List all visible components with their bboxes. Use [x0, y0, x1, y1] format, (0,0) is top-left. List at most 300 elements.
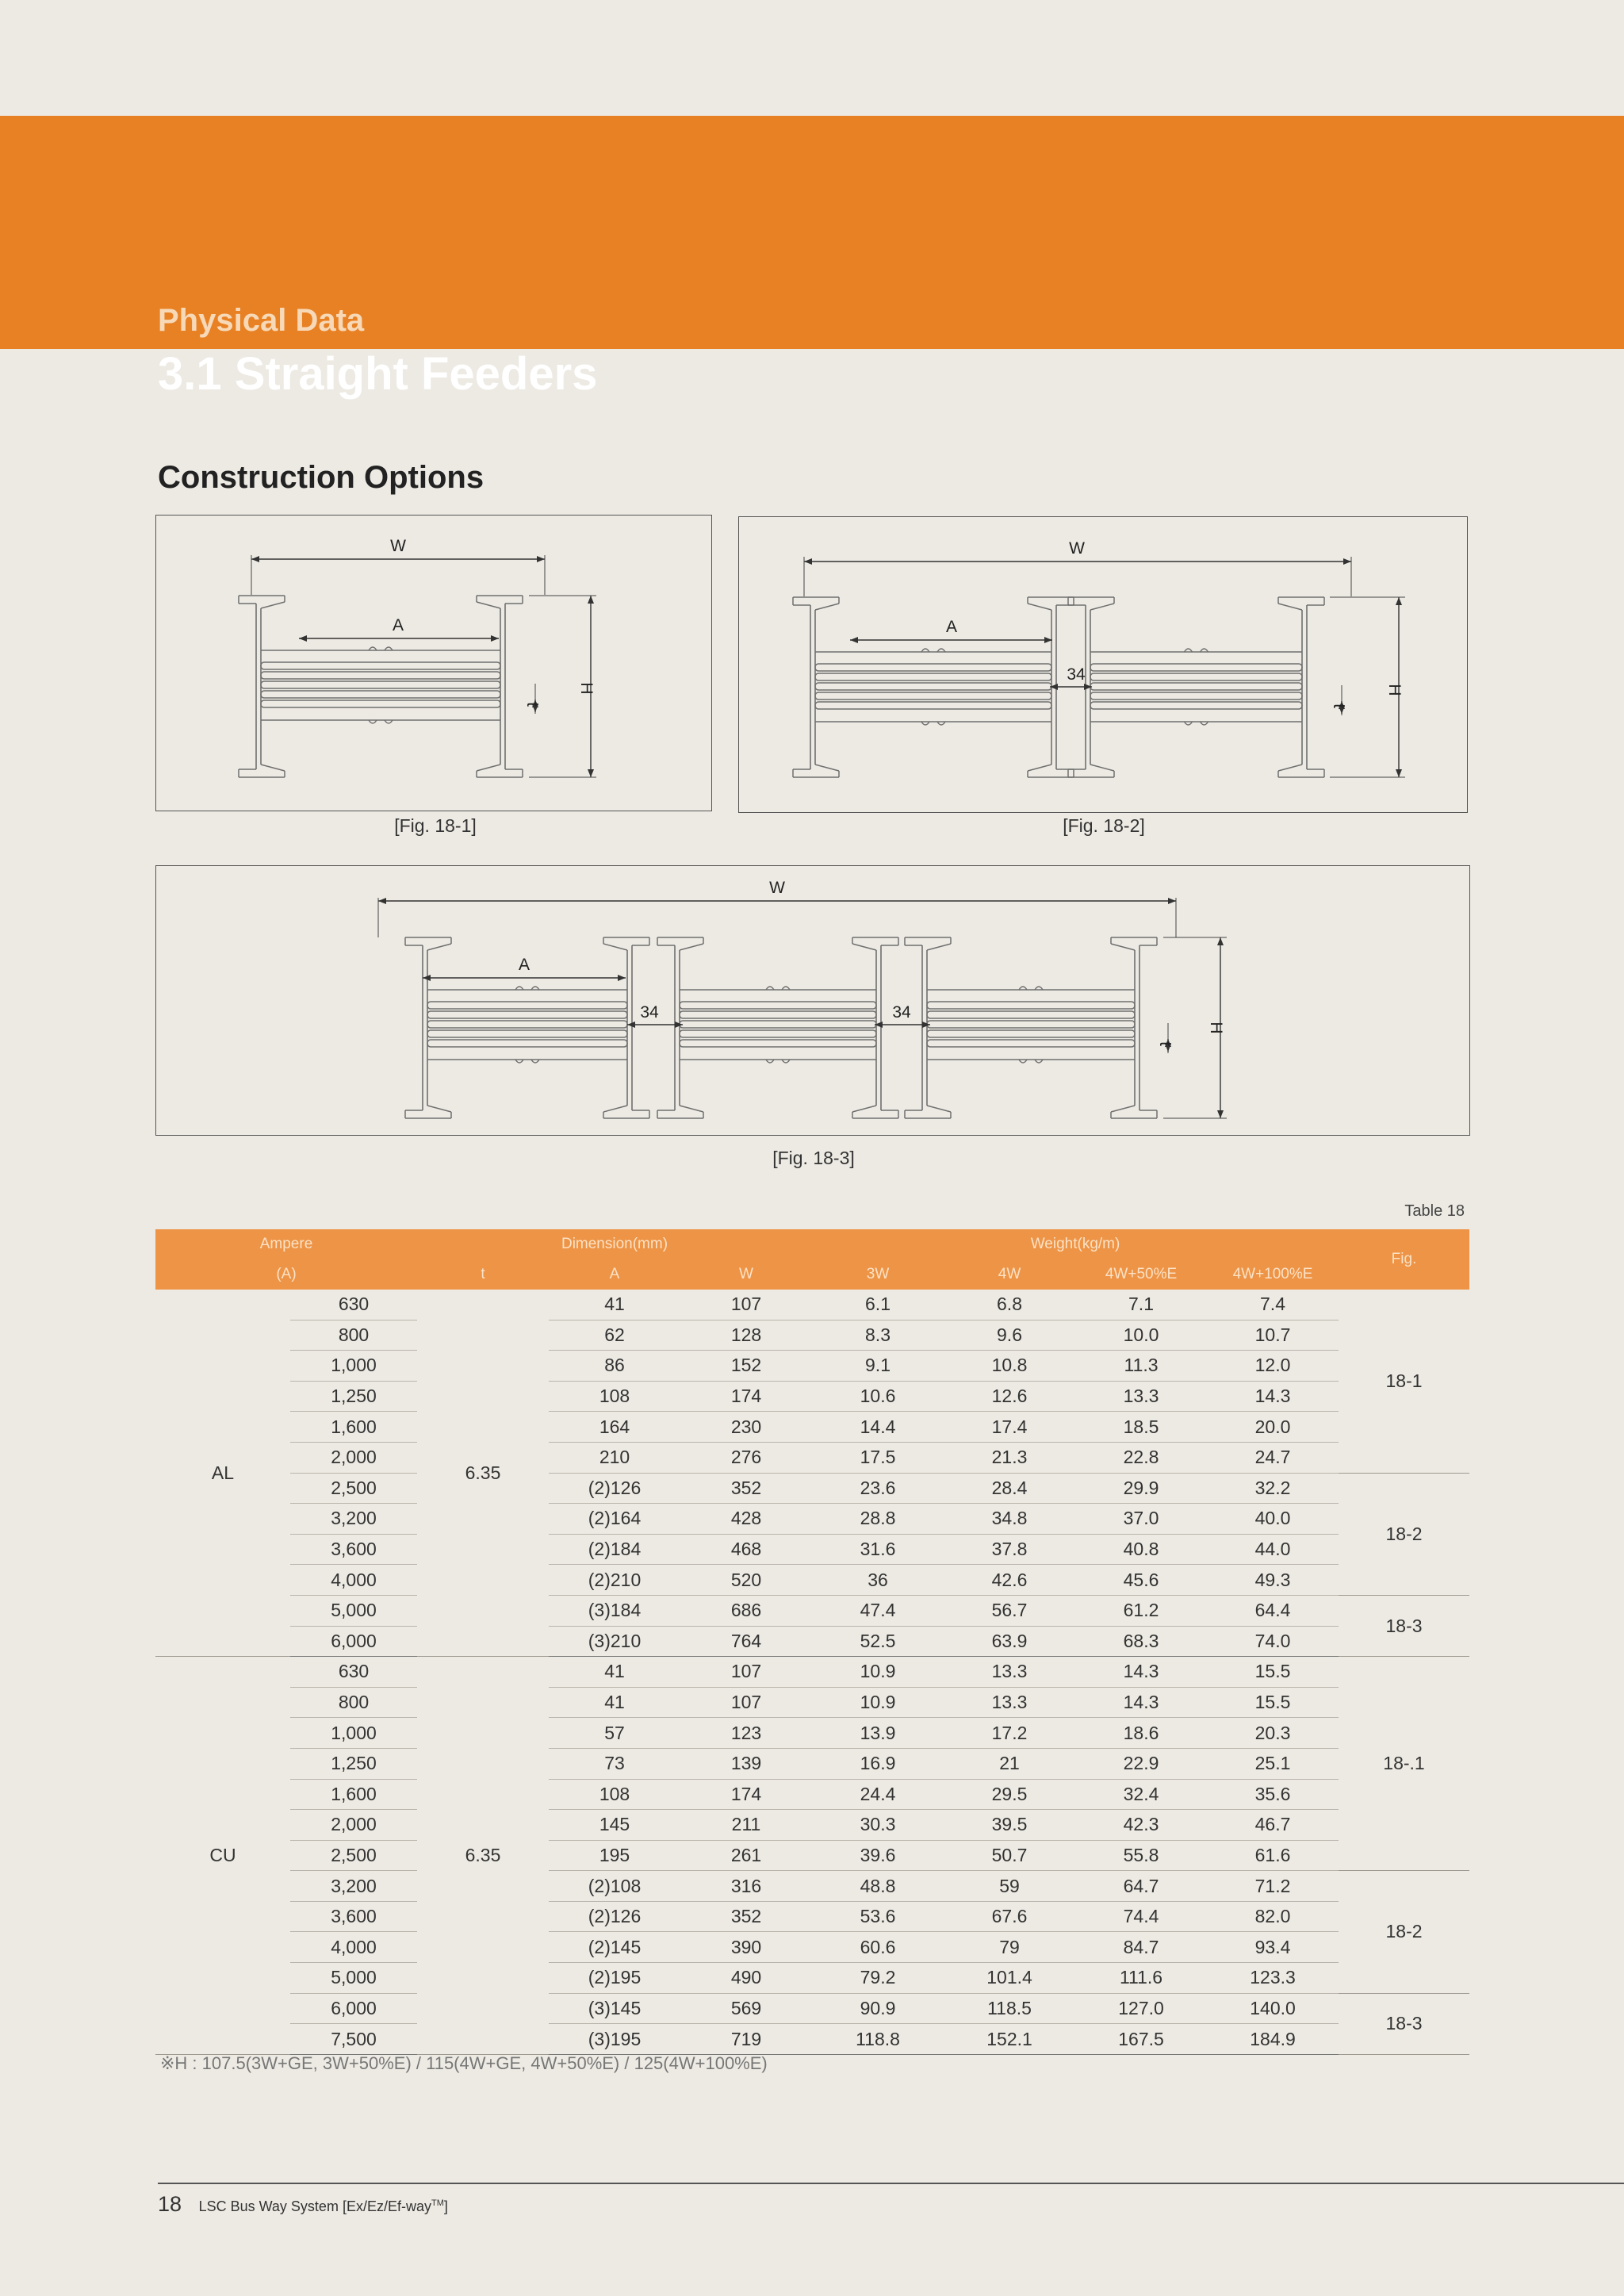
- table-row: [155, 1626, 1469, 1657]
- ampere-cell: 1,250: [290, 1748, 417, 1779]
- dimension-arrow: [804, 558, 812, 565]
- weight-cell: 93.4: [1207, 1932, 1339, 1963]
- dimension-arrow: [251, 556, 259, 562]
- weight-cell: 10.6: [812, 1381, 944, 1412]
- table-row: [155, 1442, 1469, 1473]
- fig-cell: 18-2: [1339, 1871, 1469, 1993]
- table-row: [155, 1290, 1469, 1320]
- weight-cell: 21: [944, 1748, 1075, 1779]
- weight-cell: 40.8: [1075, 1534, 1207, 1565]
- weight-cell: 61.2: [1075, 1595, 1207, 1626]
- a-cell: (2)195: [549, 1963, 680, 1994]
- weight-cell: 71.2: [1207, 1871, 1339, 1902]
- a-cell: (3)195: [549, 2024, 680, 2055]
- drawing-line: [927, 944, 951, 950]
- table-row: [155, 1534, 1469, 1565]
- dimension-w-label: W: [390, 537, 406, 555]
- weight-cell: 14.3: [1207, 1381, 1339, 1412]
- dimension-arrow: [675, 1022, 683, 1028]
- busbar: [427, 1030, 627, 1037]
- weight-cell: 32.2: [1207, 1473, 1339, 1504]
- a-cell: (2)126: [549, 1901, 680, 1932]
- dimension-h-label: H: [1207, 1022, 1225, 1034]
- table-row: [155, 1840, 1469, 1871]
- dimension-arrow: [378, 898, 386, 904]
- weight-cell: 101.4: [944, 1963, 1075, 1994]
- weight-cell: 37.0: [1075, 1504, 1207, 1535]
- section-title: Construction Options: [158, 460, 485, 495]
- material-cell: AL: [155, 1290, 290, 1657]
- weight-cell: 6.8: [944, 1290, 1075, 1320]
- drawing-line: [1111, 944, 1135, 950]
- table-label: Table 18: [1404, 1202, 1465, 1220]
- drawing-line: [603, 944, 627, 950]
- dimension-arrow: [922, 1022, 930, 1028]
- dimension-arrow: [1217, 1110, 1224, 1118]
- w-cell: 261: [680, 1840, 812, 1871]
- busbar: [1090, 664, 1302, 671]
- w-cell: 107: [680, 1290, 812, 1320]
- dimension-arrow: [491, 635, 499, 642]
- busbar: [427, 1002, 627, 1009]
- weight-cell: 82.0: [1207, 1901, 1339, 1932]
- w-cell: 428: [680, 1504, 812, 1535]
- header-a: A: [549, 1259, 680, 1290]
- a-cell: 41: [549, 1657, 680, 1688]
- w-cell: 211: [680, 1810, 812, 1841]
- weight-cell: 10.0: [1075, 1320, 1207, 1351]
- busbar: [261, 700, 500, 707]
- weight-cell: 12.0: [1207, 1351, 1339, 1382]
- table-row: [155, 1657, 1469, 1688]
- ampere-cell: 630: [290, 1657, 417, 1688]
- weight-cell: 10.9: [812, 1657, 944, 1688]
- drawing-line: [927, 1106, 951, 1112]
- ampere-cell: 3,600: [290, 1534, 417, 1565]
- table-row: [155, 1779, 1469, 1810]
- a-cell: (2)184: [549, 1534, 680, 1565]
- weight-cell: 13.9: [812, 1718, 944, 1749]
- dimension-arrow: [588, 769, 594, 777]
- a-cell: (3)184: [549, 1595, 680, 1626]
- weight-cell: 39.6: [812, 1840, 944, 1871]
- dimension-h-label: H: [1385, 684, 1404, 696]
- a-cell: 73: [549, 1748, 680, 1779]
- dimension-arrow: [1343, 558, 1351, 565]
- weight-cell: 45.6: [1075, 1565, 1207, 1596]
- w-cell: 107: [680, 1687, 812, 1718]
- table-footnote: ※H : 107.5(3W+GE, 3W+50%E) / 115(4W+GE, 4W+50%E) / 125(4W+100%E): [160, 2053, 768, 2073]
- busbar: [680, 1021, 876, 1028]
- weight-cell: 50.7: [944, 1840, 1075, 1871]
- weight-cell: 37.8: [944, 1534, 1075, 1565]
- table-row: [155, 1810, 1469, 1841]
- busbar: [261, 662, 500, 669]
- weight-cell: 7.4: [1207, 1290, 1339, 1320]
- table-row: [155, 1595, 1469, 1626]
- weight-cell: 12.6: [944, 1381, 1075, 1412]
- weight-cell: 59: [944, 1871, 1075, 1902]
- drawing-line: [680, 944, 703, 950]
- w-cell: 152: [680, 1351, 812, 1382]
- ampere-cell: 6,000: [290, 1626, 417, 1657]
- busbar: [261, 681, 500, 688]
- weight-cell: 10.9: [812, 1687, 944, 1718]
- weight-cell: 20.0: [1207, 1412, 1339, 1443]
- w-cell: 316: [680, 1871, 812, 1902]
- weight-cell: 39.5: [944, 1810, 1075, 1841]
- weight-cell: 64.7: [1075, 1871, 1207, 1902]
- weight-cell: 123.3: [1207, 1963, 1339, 1994]
- busbar: [427, 1021, 627, 1028]
- header-ampere: Ampere: [155, 1229, 417, 1259]
- figure-18-3: [155, 865, 1470, 1136]
- weight-cell: 184.9: [1207, 2024, 1339, 2055]
- busbar: [680, 1040, 876, 1047]
- weight-cell: 167.5: [1075, 2024, 1207, 2055]
- weight-cell: 118.5: [944, 1993, 1075, 2024]
- busbar: [680, 1002, 876, 1009]
- dimension-arrow: [850, 637, 858, 643]
- weight-cell: 79.2: [812, 1963, 944, 1994]
- busbar: [261, 691, 500, 698]
- ampere-cell: 3,200: [290, 1871, 417, 1902]
- dimension-h-label: H: [577, 682, 596, 695]
- dimension-arrow: [1396, 597, 1402, 605]
- figure-18-2: [738, 516, 1468, 813]
- ampere-cell: 5,000: [290, 1595, 417, 1626]
- weight-cell: 15.5: [1207, 1687, 1339, 1718]
- ampere-cell: 2,000: [290, 1810, 417, 1841]
- busbar: [427, 1011, 627, 1018]
- w-cell: 276: [680, 1442, 812, 1473]
- weight-cell: 13.3: [944, 1657, 1075, 1688]
- table-row: [155, 1412, 1469, 1443]
- weight-cell: 48.8: [812, 1871, 944, 1902]
- header-4w-50e: 4W+50%E: [1075, 1259, 1207, 1290]
- drawing-line: [1278, 604, 1302, 610]
- busbar: [1090, 673, 1302, 680]
- table-row: [155, 1932, 1469, 1963]
- weight-cell: 29.9: [1075, 1473, 1207, 1504]
- a-cell: 164: [549, 1412, 680, 1443]
- thickness-cell: 6.35: [417, 1290, 549, 1657]
- drawing-line: [815, 604, 839, 610]
- drawing-line: [261, 765, 285, 771]
- dimension-a-label: A: [518, 956, 530, 974]
- weight-cell: 79: [944, 1932, 1075, 1963]
- weight-cell: 44.0: [1207, 1534, 1339, 1565]
- weight-cell: 46.7: [1207, 1810, 1339, 1841]
- figure-18-1-drawing: [156, 516, 711, 811]
- table-row: [155, 1351, 1469, 1382]
- weight-cell: 35.6: [1207, 1779, 1339, 1810]
- w-cell: 764: [680, 1626, 812, 1657]
- weight-cell: 56.7: [944, 1595, 1075, 1626]
- drawing-line: [1090, 765, 1114, 771]
- w-cell: 490: [680, 1963, 812, 1994]
- weight-cell: 49.3: [1207, 1565, 1339, 1596]
- header-4w: 4W: [944, 1259, 1075, 1290]
- thickness-cell: 6.35: [417, 1657, 549, 2055]
- weight-cell: 16.9: [812, 1748, 944, 1779]
- busbar: [680, 1030, 876, 1037]
- figure-18-3-caption: [Fig. 18-3]: [772, 1148, 855, 1168]
- busbar: [815, 664, 1051, 671]
- weight-cell: 118.8: [812, 2024, 944, 2055]
- table-row: [155, 1993, 1469, 2024]
- a-cell: (2)164: [549, 1504, 680, 1535]
- weight-cell: 32.4: [1075, 1779, 1207, 1810]
- weight-cell: 15.5: [1207, 1657, 1339, 1688]
- gap-label: 34: [640, 1003, 659, 1022]
- page-number: 18: [158, 2192, 182, 2216]
- weight-cell: 14.4: [812, 1412, 944, 1443]
- header-banner: [0, 116, 1624, 400]
- drawing-line: [427, 1106, 451, 1112]
- table-row: [155, 1963, 1469, 1994]
- header-weight: Weight(kg/m): [812, 1229, 1339, 1259]
- ampere-cell: 2,500: [290, 1840, 417, 1871]
- weight-cell: 64.4: [1207, 1595, 1339, 1626]
- dimension-arrow: [1217, 937, 1224, 945]
- header-3w: 3W: [812, 1259, 944, 1290]
- weight-cell: 22.9: [1075, 1748, 1207, 1779]
- weight-cell: 67.6: [944, 1901, 1075, 1932]
- a-cell: 41: [549, 1687, 680, 1718]
- page-footer: [158, 2192, 448, 2217]
- drawing-line: [852, 944, 876, 950]
- weight-cell: 42.6: [944, 1565, 1075, 1596]
- ampere-cell: 1,000: [290, 1718, 417, 1749]
- w-cell: 686: [680, 1595, 812, 1626]
- w-cell: 569: [680, 1993, 812, 2024]
- figure-18-1: [155, 515, 712, 811]
- weight-cell: 9.1: [812, 1351, 944, 1382]
- weight-cell: 52.5: [812, 1626, 944, 1657]
- busbar: [1090, 702, 1302, 709]
- weight-cell: 17.4: [944, 1412, 1075, 1443]
- table-row: [155, 1473, 1469, 1504]
- busbar: [927, 1011, 1135, 1018]
- dimension-t-label: t: [1330, 703, 1348, 708]
- w-cell: 230: [680, 1412, 812, 1443]
- weight-cell: 63.9: [944, 1626, 1075, 1657]
- figure-18-2-caption: [Fig. 18-2]: [1063, 815, 1145, 836]
- w-cell: 390: [680, 1932, 812, 1963]
- drawing-line: [1111, 1106, 1135, 1112]
- w-cell: 107: [680, 1657, 812, 1688]
- weight-cell: 17.2: [944, 1718, 1075, 1749]
- ampere-cell: 800: [290, 1320, 417, 1351]
- page-subtitle: Physical Data: [158, 303, 365, 338]
- dimension-arrow: [627, 1022, 635, 1028]
- ampere-cell: 800: [290, 1687, 417, 1718]
- weight-cell: 21.3: [944, 1442, 1075, 1473]
- dimension-a-label: A: [945, 618, 958, 636]
- busbar: [1090, 692, 1302, 700]
- weight-cell: 40.0: [1207, 1504, 1339, 1535]
- dimension-t-label: t: [1156, 1041, 1174, 1046]
- a-cell: 62: [549, 1320, 680, 1351]
- weight-cell: 42.3: [1075, 1810, 1207, 1841]
- ampere-cell: 1,250: [290, 1381, 417, 1412]
- ampere-cell: 4,000: [290, 1565, 417, 1596]
- table-row: [155, 1901, 1469, 1932]
- a-cell: (2)108: [549, 1871, 680, 1902]
- header-dimension: Dimension(mm): [417, 1229, 812, 1259]
- weight-cell: 74.4: [1075, 1901, 1207, 1932]
- header-t: t: [417, 1259, 549, 1290]
- weight-cell: 68.3: [1075, 1626, 1207, 1657]
- drawing-line: [603, 1106, 627, 1112]
- a-cell: (2)145: [549, 1932, 680, 1963]
- a-cell: (3)145: [549, 1993, 680, 2024]
- weight-cell: 18.5: [1075, 1412, 1207, 1443]
- weight-cell: 24.4: [812, 1779, 944, 1810]
- busbar: [927, 1021, 1135, 1028]
- weight-cell: 20.3: [1207, 1718, 1339, 1749]
- dimension-arrow: [423, 975, 431, 981]
- w-cell: 468: [680, 1534, 812, 1565]
- drawing-line: [1090, 604, 1114, 610]
- weight-cell: 31.6: [812, 1534, 944, 1565]
- w-cell: 174: [680, 1381, 812, 1412]
- footer-text: LSC Bus Way System [Ex/Ez/Ef-way™]: [198, 2198, 448, 2214]
- weight-cell: 25.1: [1207, 1748, 1339, 1779]
- weight-cell: 30.3: [812, 1810, 944, 1841]
- w-cell: 128: [680, 1320, 812, 1351]
- ampere-cell: 2,000: [290, 1442, 417, 1473]
- w-cell: 352: [680, 1473, 812, 1504]
- a-cell: 86: [549, 1351, 680, 1382]
- weight-cell: 24.7: [1207, 1442, 1339, 1473]
- footer-divider: [158, 2183, 1624, 2184]
- w-cell: 123: [680, 1718, 812, 1749]
- ampere-cell: 1,000: [290, 1351, 417, 1382]
- dimension-arrow: [618, 975, 626, 981]
- table-row: [155, 1687, 1469, 1718]
- a-cell: 108: [549, 1779, 680, 1810]
- w-cell: 139: [680, 1748, 812, 1779]
- table-row: [155, 1504, 1469, 1535]
- fig-cell: 18-3: [1339, 1993, 1469, 2054]
- busbar: [680, 1011, 876, 1018]
- a-cell: 195: [549, 1840, 680, 1871]
- figure-18-3-drawing: [156, 866, 1469, 1135]
- weight-cell: 22.8: [1075, 1442, 1207, 1473]
- drawing-line: [1028, 765, 1051, 771]
- header-4w-100e: 4W+100%E: [1207, 1259, 1339, 1290]
- ampere-cell: 5,000: [290, 1963, 417, 1994]
- weight-cell: 60.6: [812, 1932, 944, 1963]
- gap-label: 34: [1067, 665, 1086, 684]
- busbar: [815, 683, 1051, 690]
- weight-cell: 10.8: [944, 1351, 1075, 1382]
- ampere-cell: 1,600: [290, 1412, 417, 1443]
- fig-cell: 18-.1: [1339, 1657, 1469, 1871]
- dimension-w-label: W: [1069, 539, 1085, 558]
- material-cell: CU: [155, 1657, 290, 2055]
- figure-18-1-caption: [Fig. 18-1]: [394, 815, 477, 836]
- drawing-line: [680, 1106, 703, 1112]
- ampere-cell: 1,600: [290, 1779, 417, 1810]
- busbar: [927, 1040, 1135, 1047]
- fig-cell: 18-1: [1339, 1290, 1469, 1473]
- weight-cell: 17.5: [812, 1442, 944, 1473]
- weight-cell: 34.8: [944, 1504, 1075, 1535]
- ampere-cell: 7,500: [290, 2024, 417, 2055]
- weight-cell: 55.8: [1075, 1840, 1207, 1871]
- weight-cell: 29.5: [944, 1779, 1075, 1810]
- weight-cell: 13.3: [1075, 1381, 1207, 1412]
- dimension-w-label: W: [769, 879, 785, 897]
- busbar: [815, 702, 1051, 709]
- weight-cell: 74.0: [1207, 1626, 1339, 1657]
- table-row: [155, 1320, 1469, 1351]
- table-row: [155, 1718, 1469, 1749]
- weight-cell: 7.1: [1075, 1290, 1207, 1320]
- weight-cell: 23.6: [812, 1473, 944, 1504]
- weight-cell: 18.6: [1075, 1718, 1207, 1749]
- weight-cell: 14.3: [1075, 1657, 1207, 1688]
- fig-cell: 18-2: [1339, 1473, 1469, 1595]
- dimension-arrow: [299, 635, 307, 642]
- dimension-arrow: [588, 596, 594, 604]
- busbar: [427, 1040, 627, 1047]
- ampere-cell: 3,600: [290, 1901, 417, 1932]
- w-cell: 174: [680, 1779, 812, 1810]
- drawing-line: [1028, 604, 1051, 610]
- drawing-line: [427, 944, 451, 950]
- drawing-line: [852, 1106, 876, 1112]
- ampere-cell: 630: [290, 1290, 417, 1320]
- w-cell: 352: [680, 1901, 812, 1932]
- weight-cell: 28.8: [812, 1504, 944, 1535]
- ampere-cell: 4,000: [290, 1932, 417, 1963]
- busbar: [927, 1030, 1135, 1037]
- ampere-cell: 2,500: [290, 1473, 417, 1504]
- a-cell: 41: [549, 1290, 680, 1320]
- dimension-t-label: t: [523, 702, 542, 707]
- drawing-line: [477, 602, 500, 608]
- gap-label: 34: [892, 1003, 911, 1022]
- header-ampere-unit: (A): [155, 1259, 417, 1290]
- weight-cell: 9.6: [944, 1320, 1075, 1351]
- weight-cell: 140.0: [1207, 1993, 1339, 2024]
- ampere-cell: 3,200: [290, 1504, 417, 1535]
- dimension-arrow: [537, 556, 545, 562]
- w-cell: 520: [680, 1565, 812, 1596]
- weight-cell: 47.4: [812, 1595, 944, 1626]
- dimension-a-label: A: [392, 616, 404, 634]
- page-title: 3.1 Straight Feeders: [158, 348, 598, 400]
- fig-cell: 18-3: [1339, 1595, 1469, 1656]
- drawing-line: [1278, 765, 1302, 771]
- table-row: [155, 1748, 1469, 1779]
- a-cell: (3)210: [549, 1626, 680, 1657]
- drawing-line: [261, 602, 285, 608]
- busbar: [1090, 683, 1302, 690]
- drawing-line: [815, 765, 839, 771]
- weight-cell: 84.7: [1075, 1932, 1207, 1963]
- a-cell: (2)126: [549, 1473, 680, 1504]
- header-fig: Fig.: [1339, 1229, 1469, 1290]
- weight-cell: 11.3: [1075, 1351, 1207, 1382]
- weight-cell: 28.4: [944, 1473, 1075, 1504]
- header-w: W: [680, 1259, 812, 1290]
- ampere-cell: 6,000: [290, 1993, 417, 2024]
